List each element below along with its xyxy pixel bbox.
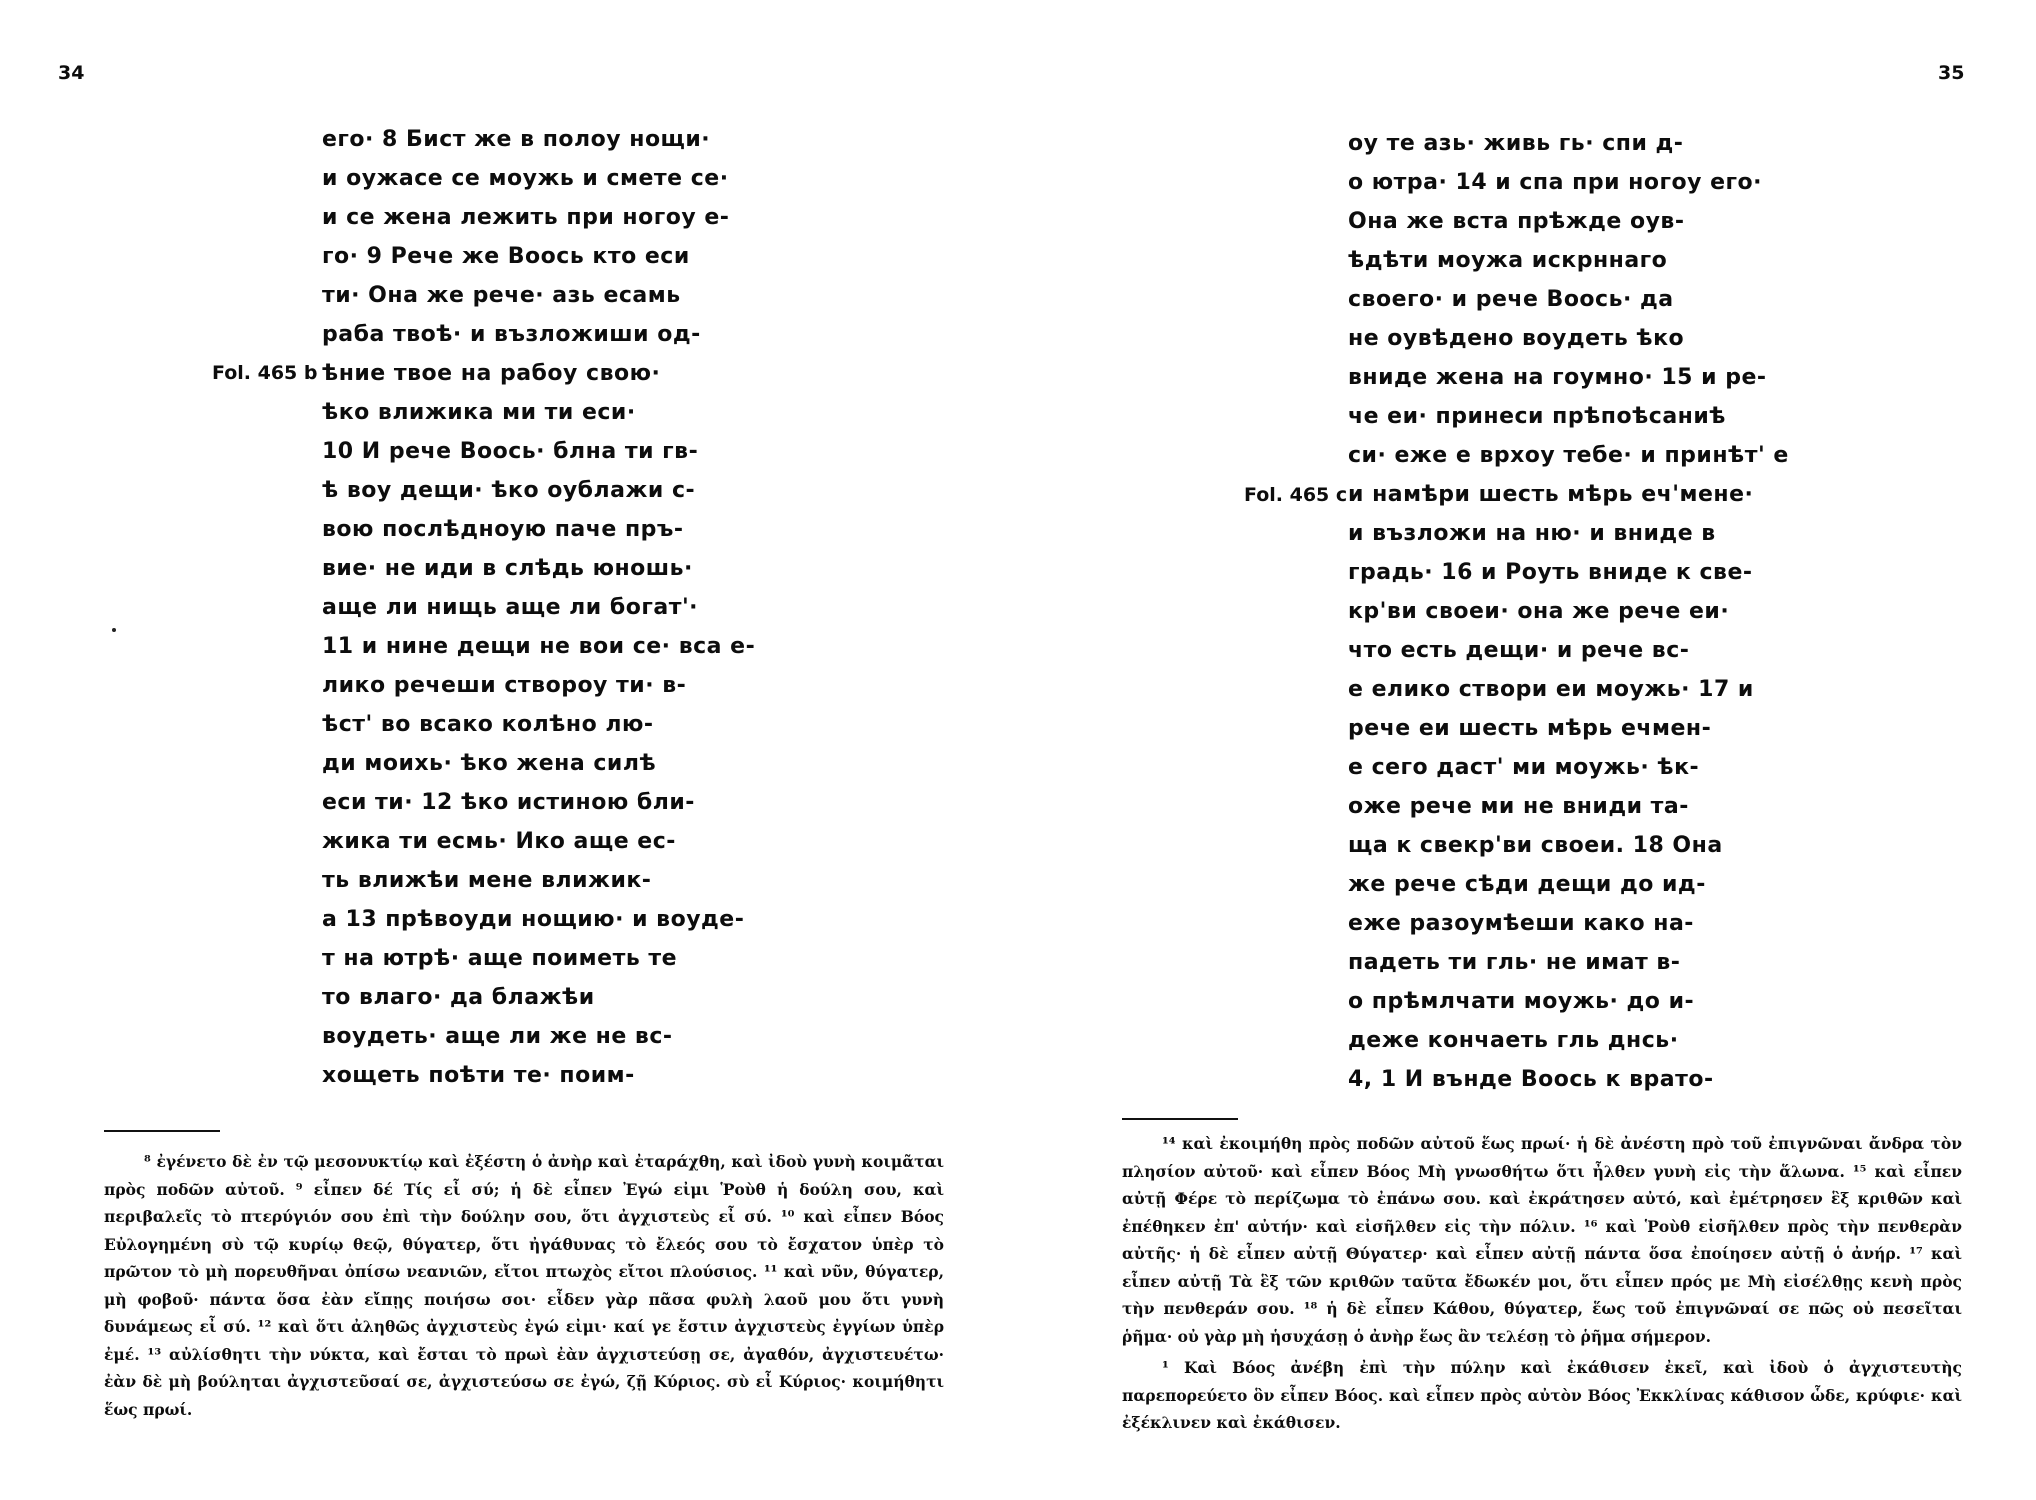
text-line: что есть дещи· и рече вс- bbox=[1348, 638, 1690, 663]
text-line: ди моихь· ѣко жена силѣ bbox=[322, 751, 657, 776]
folio-mark: Fol. 465 b bbox=[212, 362, 318, 384]
text-line: е елико створи еи моужь· 17 и bbox=[1348, 677, 1754, 702]
text-line: своего· и рече Воось· да bbox=[1348, 287, 1674, 312]
text-line: го· 9 Рече же Воось кто еси bbox=[322, 244, 690, 269]
text-line: рече еи шесть мѣрь ечмен- bbox=[1348, 716, 1712, 741]
folio-mark: Fol. 465 c bbox=[1244, 484, 1348, 506]
text-line: кр'ви своеи· она же рече еи· bbox=[1348, 599, 1730, 624]
church-slavonic-text bbox=[1348, 124, 1789, 1099]
text-line: ѣко влижика ми ти еси· bbox=[322, 400, 636, 425]
text-line: еси ти· 12 ѣко истиною бли- bbox=[322, 790, 695, 815]
text-line: оу те азь· живь гь· спи д- bbox=[1348, 131, 1684, 156]
footnote-divider bbox=[104, 1130, 220, 1132]
text-line: т на ютрѣ· аще поиметь те bbox=[322, 946, 678, 971]
text-line: ѣ воу дещи· ѣко оублажи с- bbox=[322, 478, 696, 503]
text-line: е сего даст' ми моужь· ѣк- bbox=[1348, 755, 1700, 780]
text-line: че еи· принеси прѣпоѣсаниѣ bbox=[1348, 404, 1726, 429]
text-line: вою послѣдноую паче пръ- bbox=[322, 517, 684, 542]
text-line: о прѣмлчати моужь· до и- bbox=[1348, 989, 1695, 1014]
stray-dot bbox=[112, 628, 116, 632]
page-number: 35 bbox=[1938, 62, 1965, 84]
text-line: ть влижѣи мене влижик- bbox=[322, 868, 652, 893]
text-line: не оувѣдено воудеть ѣко bbox=[1348, 326, 1685, 351]
text-line: ѣдѣти моужа искрннаго bbox=[1348, 248, 1668, 273]
text-line: еже разоумѣеши како на- bbox=[1348, 911, 1694, 936]
text-line: вие· не иди в слѣдь юношь· bbox=[322, 556, 693, 581]
text-line: ѣние твое на рабоу свою· bbox=[322, 361, 661, 386]
page-number: 34 bbox=[58, 62, 85, 84]
right-page bbox=[1018, 0, 2036, 1500]
text-line: же рече сѣди дещи до ид- bbox=[1348, 872, 1706, 897]
footnote-paragraph: ⁸ ἐγένετο δὲ ἐν τῷ μεσονυκτίῳ καὶ ἐξέστη ὁ ἀνὴρ καὶ ἐταράχθη, καὶ ἰδοὺ γυνὴ κοιμᾶται πρὸς ποδῶν αὐτοῦ. ⁹ εἶπεν δέ Τίς εἶ σύ; ἡ δὲ εἶπεν Ἐγώ εἰμι Ῥοὺθ ἡ δούλη σου, καὶ περιβαλεῖς τὸ πτερύγιόν σου ἐπὶ τὴν δούλην σου, ὅτι ἀγχιστεὺς εἶ σύ. ¹⁰ καὶ εἶπεν Βόος Εὐλογημένη σὺ τῷ κυρίῳ θεῷ, θύγατερ, ὅτι ἠγάθυνας τὸ ἔλεός σου τὸ ἔσχατον ὑπὲρ τὸ πρῶτον τὸ μὴ πορευθῆναι ὀπίσω νεανιῶν, εἴτοι πτωχὸς εἴτοι πλούσιος. ¹¹ καὶ νῦν, θύγατερ, μὴ φοβοῦ· πάντα ὅσα ἐὰν εἴπῃς ποιήσω σοι· εἶδεν γὰρ πᾶσα φυλὴ λαοῦ μου ὅτι γυνὴ δυνάμεως εἶ σύ. ¹² καὶ ὅτι ἀληθῶς ἀγχιστεὺς ἐγώ εἰμι· καί γε ἔστιν ἀγχιστεὺς ἐγγίων ὑπὲρ ἐμέ. ¹³ αὐλίσθητι τὴν νύκτα, καὶ ἔσται τὸ πρωὶ ἐὰν ἀγχιστεύσῃ σε, ἀγαθόν, ἀγχιστευέτω· ἐὰν δὲ μὴ βούληται ἀγχιστεῦσαί σε, ἀγχιστεύσω σε ἐγώ, ζῇ Κύριος. σὺ εἶ Κύριος· κοιμήθητι ἕως πρωί. bbox=[104, 1152, 944, 1419]
text-line: и възложи на ню· и вниде в bbox=[1348, 521, 1716, 546]
text-line: о ютра· 14 и спа при ногоу его· bbox=[1348, 170, 1762, 195]
text-line: вниде жена на гоумно· 15 и ре- bbox=[1348, 365, 1767, 390]
text-line: раба твоѣ· и възложиши од- bbox=[322, 322, 701, 347]
text-line: си· еже е врхоу тебе· и принѣт' е bbox=[1348, 443, 1789, 468]
text-line: Она же вста прѣжде оув- bbox=[1348, 209, 1685, 234]
text-line: и намѣри шесть мѣрь еч'мене· bbox=[1348, 482, 1754, 507]
text-line: 4, 1 И вънде Воось к врато- bbox=[1348, 1067, 1714, 1092]
greek-footnotes bbox=[1122, 1130, 1962, 1437]
text-line: ща к свекр'ви своеи. 18 Она bbox=[1348, 833, 1723, 858]
text-line: и оужасе се моужь и смете се· bbox=[322, 166, 729, 191]
footnote-divider bbox=[1122, 1118, 1238, 1120]
text-line: падеть ти гль· не имат в- bbox=[1348, 950, 1681, 975]
text-line: хощеть поѣти те· поим- bbox=[322, 1063, 635, 1088]
text-line: его· 8 Бист же в полоу нощи· bbox=[322, 127, 711, 152]
text-line: жика ти есмь· Ико аще ес- bbox=[322, 829, 676, 854]
text-line: 10 И рече Воось· блна ти гв- bbox=[322, 439, 699, 464]
text-line: воудеть· аще ли же не вс- bbox=[322, 1024, 673, 1049]
text-line: градь· 16 и Роуть вниде к све- bbox=[1348, 560, 1753, 585]
text-line: оже рече ми не вниди та- bbox=[1348, 794, 1689, 819]
text-line: ѣст' во всако колѣно лю- bbox=[322, 712, 654, 737]
text-line: то влаго· да блажѣи bbox=[322, 985, 595, 1010]
church-slavonic-text bbox=[322, 120, 755, 1095]
text-line: лико речеши створоу ти· в- bbox=[322, 673, 687, 698]
footnote-paragraph: ¹ Καὶ Βόος ἀνέβη ἐπὶ τὴν πύλην καὶ ἐκάθισεν ἐκεῖ, καὶ ἰδοὺ ὁ ἀγχιστευτὴς παρεπορεύετο ὃν εἶπεν Βόος. καὶ εἶπεν πρὸς αὐτὸν Βόος Ἐκκλίνας κάθισον ὧδε, κρύφιε· καὶ ἐξέκλινεν καὶ ἐκάθισεν. bbox=[1122, 1358, 1962, 1432]
greek-footnotes bbox=[104, 1148, 944, 1423]
text-line: а 13 прѣвоуди нощию· и воуде- bbox=[322, 907, 745, 932]
text-line: аще ли нищь аще ли богат'· bbox=[322, 595, 699, 620]
text-line: ти· Она же рече· азь есамь bbox=[322, 283, 681, 308]
footnote-paragraph: ¹⁴ καὶ ἐκοιμήθη πρὸς ποδῶν αὐτοῦ ἕως πρωί· ἡ δὲ ἀνέστη πρὸ τοῦ ἐπιγνῶναι ἄνδρα τὸν πλησίον αὐτοῦ· καὶ εἶπεν Βόος Μὴ γνωσθήτω ὅτι ἦλθεν γυνὴ εἰς τὴν ἅλωνα. ¹⁵ καὶ εἶπεν αὐτῇ Φέρε τὸ περίζωμα τὸ ἐπάνω σου. καὶ ἐκράτησεν αὐτό, καὶ ἐμέτρησεν ἓξ κριθῶν καὶ ἐπέθηκεν ἐπ' αὐτήν· καὶ εἰσῆλθεν εἰς τὴν πόλιν. ¹⁶ καὶ Ῥοὺθ εἰσῆλθεν πρὸς τὴν πενθερὰν αὐτῆς· ἡ δὲ εἶπεν αὐτῇ Θύγατερ· καὶ εἶπεν αὐτῇ πάντα ὅσα ἐποίησεν αὐτῇ ὁ ἀνήρ. ¹⁷ καὶ εἶπεν αὐτῇ Τὰ ἓξ τῶν κριθῶν ταῦτα ἔδωκέν μοι, ὅτι εἶπεν πρός με Μὴ εἰσέλθῃς κενὴ πρὸς τὴν πενθεράν σου. ¹⁸ ἡ δὲ εἶπεν Κάθου, θύγατερ, ἕως τοῦ ἐπιγνῶναί σε πῶς οὐ πεσεῖται ῥῆμα· οὐ γὰρ μὴ ἡσυχάσῃ ὁ ἀνὴρ ἕως ἂν τελέσῃ τὸ ῥῆμα σήμερον. bbox=[1122, 1134, 1962, 1346]
text-line: и се жена лежить при ногоу е- bbox=[322, 205, 730, 230]
text-line: деже кончаеть гль днсь· bbox=[1348, 1028, 1679, 1053]
text-line: 11 и нине дещи не вои се· вса е- bbox=[322, 634, 756, 659]
